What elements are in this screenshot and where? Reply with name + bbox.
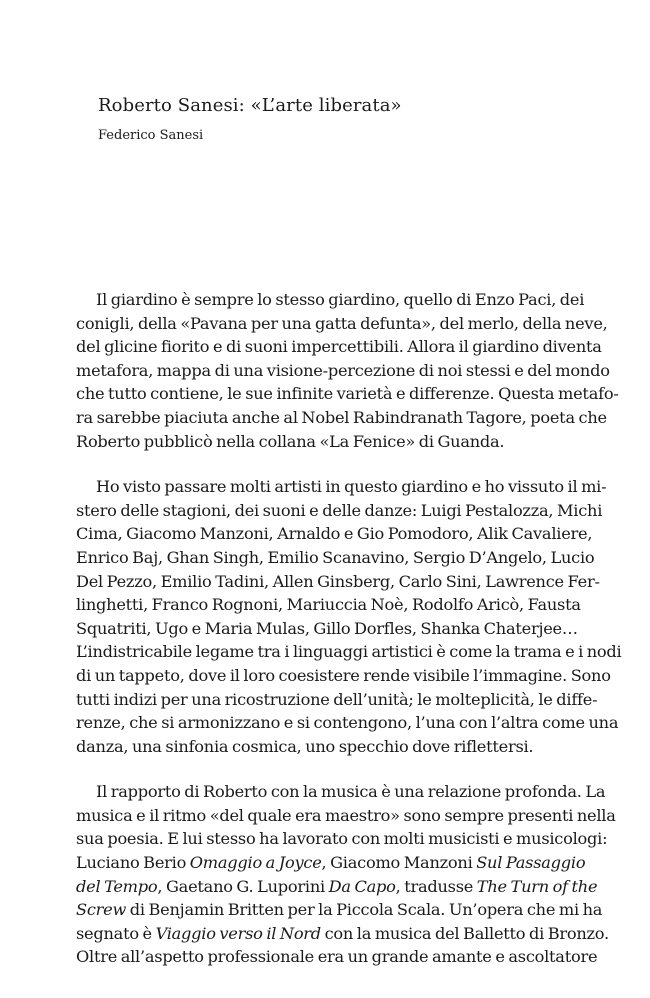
text-line xyxy=(76,688,598,712)
text-run: renze, che si armonizzano e si contengono, l’una con l’altra come una xyxy=(76,713,619,733)
text-run: ra sarebbe piaciuta anche al Nobel Rabindranath Tagore, poeta che xyxy=(76,407,607,427)
italic-title: Omaggio a Joyce xyxy=(189,853,322,873)
text-run: L’indistricabile legame tra i linguaggi artistici è come la trama e i nodi xyxy=(76,642,622,662)
text-line xyxy=(76,546,595,570)
text-line xyxy=(76,711,619,735)
italic-title: Sul Passaggio xyxy=(476,853,586,873)
text-run: danza, una sinfonia cosmica, uno specchio dove riflettersi. xyxy=(76,736,534,756)
text-run: , Gaetano G. Luporini xyxy=(157,876,329,896)
text-line xyxy=(76,593,581,617)
text-run: Cima, Giacomo Manzoni, Arnaldo e Gio Pomodoro, Alik Cavaliere, xyxy=(76,524,593,544)
italic-title: del Tempo xyxy=(76,876,158,896)
text-line xyxy=(76,875,598,899)
text-line xyxy=(76,406,607,430)
text-run: del glicine fiorito e di suoni impercettibili. Allora il giardino diventa xyxy=(76,337,602,357)
text-run: Il rapporto di Roberto con la musica è una relazione profonda. La xyxy=(96,782,606,802)
paragraph xyxy=(76,475,622,758)
text-line xyxy=(76,640,622,664)
text-line xyxy=(76,827,608,851)
text-run: Ho visto passare molti artisti in questo giardino e ho vissuto il mi- xyxy=(96,477,607,497)
text-line xyxy=(76,851,586,875)
text-run: Il giardino è sempre lo stesso giardino, quello di Enzo Paci, dei xyxy=(96,290,585,309)
text-run: , Giacomo Manzoni xyxy=(321,853,477,873)
text-line xyxy=(76,898,603,922)
paragraph xyxy=(76,288,619,453)
text-line xyxy=(76,522,593,546)
text-run: , tradusse xyxy=(395,876,477,896)
text-run: Enrico Baj, Ghan Singh, Emilio Scanavino, Sergio D’Angelo, Lucio xyxy=(76,547,595,567)
text-run: Del Pezzo, Emilio Tadini, Allen Ginsberg, Carlo Sini, Lawrence Fer- xyxy=(76,571,600,591)
text-line xyxy=(76,288,585,312)
text-run: segnato è xyxy=(76,923,156,943)
text-run: Luciano Berio xyxy=(76,853,190,873)
text-line xyxy=(76,359,610,383)
italic-title: Da Capo xyxy=(328,876,396,896)
text-line xyxy=(76,922,609,946)
text-line xyxy=(76,430,575,454)
text-line xyxy=(76,570,600,594)
article-author: Federico Sanesi xyxy=(98,128,204,143)
text-run: Roberto pubblicò nella collana «La Fenice» di Guanda. xyxy=(76,431,505,451)
text-line xyxy=(76,735,575,759)
text-line xyxy=(76,664,611,688)
paragraph-gap xyxy=(76,453,575,475)
text-run: tutti indizi per una ricostruzione dell’unità; le molteplicità, le diffe- xyxy=(76,689,598,709)
italic-title: Viaggio verso il Nord xyxy=(155,923,321,943)
text-line xyxy=(76,804,616,828)
text-run: di un tappeto, dove il loro coesistere rende visibile l’immagine. Sono xyxy=(76,665,611,685)
text-line xyxy=(76,780,606,804)
text-run: sua poesia. E lui stesso ha lavorato con molti musicisti e musicologi: xyxy=(76,829,608,849)
text-run: con la musica del Balletto di Bronzo. xyxy=(320,923,609,943)
text-line xyxy=(76,945,598,969)
text-run: musica e il ritmo «del quale era maestro» sono sempre presenti nella xyxy=(76,805,616,825)
paragraph-gap xyxy=(76,758,575,780)
text-run: linghetti, Franco Rognoni, Mariuccia Noè, Rodolfo Aricò, Fausta xyxy=(76,595,581,615)
text-line xyxy=(76,335,602,359)
italic-title: Screw xyxy=(76,900,127,920)
text-line xyxy=(76,499,603,523)
text-line xyxy=(76,382,619,406)
text-run: Oltre all’aspetto professionale era un grande amante e ascoltatore xyxy=(76,947,598,967)
text-run: di Benjamin Britten per la Piccola Scala. Un’opera che mi ha xyxy=(126,900,603,920)
article-body xyxy=(76,288,622,969)
text-run: Squatriti, Ugo e Maria Mulas, Gillo Dorfles, Shanka Chaterjee… xyxy=(76,618,578,638)
italic-title: The Turn of the xyxy=(476,876,598,896)
text-run: stero delle stagioni, dei suoni e delle danze: Luigi Pestalozza, Michi xyxy=(76,500,603,520)
paragraph xyxy=(76,780,616,969)
article-title: Roberto Sanesi: «L’arte liberata» xyxy=(98,95,402,116)
text-run: conigli, della «Pavana per una gatta defunta», del merlo, della neve, xyxy=(76,313,608,333)
text-line xyxy=(76,312,608,336)
text-line xyxy=(76,617,578,641)
text-run: metafora, mappa di una visione-percezione di noi stessi e del mondo xyxy=(76,360,610,380)
text-line xyxy=(76,475,607,499)
text-run: che tutto contiene, le sue infinite varietà e differenze. Questa metafo- xyxy=(76,384,619,404)
